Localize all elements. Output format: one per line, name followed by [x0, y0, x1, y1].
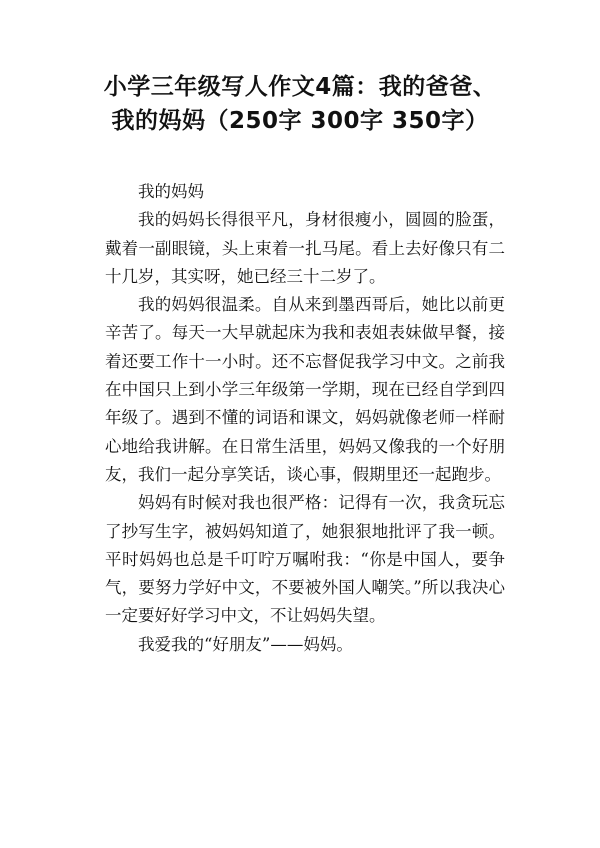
paragraph-2: 我的妈妈很温柔。自从来到墨西哥后，她比以前更辛苦了。每天一大早就起床为我和表姐表妹做早餐，接着还要工作十一小时。还不忘督促我学习中文。之前我在中国只上到小学三年级第一学期，现在已经自学到四年级了。遇到不懂的词语和课文，妈妈就像老师一样耐心地给我讲解。在日常生活里，妈妈又像我的一个好朋友，我们一起分享笑话，谈心事，假期里还一起跑步。	[105, 295, 505, 484]
title-line-1: 小学三年级写人作文4篇：我的爸爸、	[103, 74, 497, 100]
document-title	[70, 70, 530, 138]
paragraph-4: 我爱我的“好朋友”——妈妈。	[138, 634, 353, 654]
paragraph-3: 妈妈有时候对我也很严格：记得有一次，我贪玩忘了抄写生字，被妈妈知道了，她狠狠地批评了我一顿。平时妈妈也总是千叮咛万嘱咐我：“你是中国人，要争气，要努力学好中文，不要被外国人嘲笑。”所以我决心一定要好好学习中文，不让妈妈失望。	[105, 493, 505, 626]
title-line-2: 我的妈妈（250字 300字 350字）	[111, 108, 489, 134]
paragraph-1: 我的妈妈长得很平凡，身材很瘦小，圆圆的脸蛋，戴着一副眼镜，头上束着一扎马尾。看上去好像只有二十几岁，其实呀，她已经三十二岁了。	[105, 210, 505, 286]
essay-body	[105, 178, 505, 659]
essay-heading: 我的妈妈	[138, 182, 204, 201]
